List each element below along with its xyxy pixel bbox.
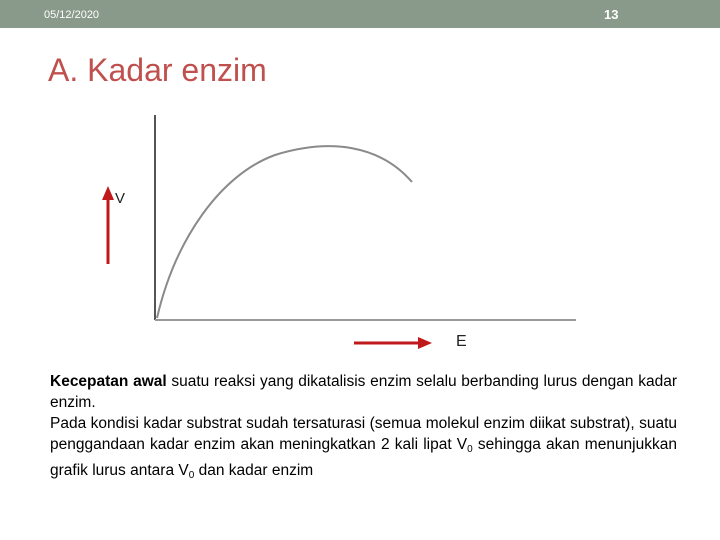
paragraph-1 xyxy=(50,371,677,413)
subscript-2: 0 xyxy=(188,470,195,481)
description xyxy=(50,371,677,486)
paragraph-1-text: suatu reaksi yang dikatalisis enzim selalu berbanding lurus dengan kadar enzim. xyxy=(50,373,677,411)
x-axis-label: E xyxy=(456,333,467,350)
y-axis-label: V xyxy=(115,190,126,207)
bold-lead: Kecepatan awal xyxy=(50,373,167,390)
x-arrow-head xyxy=(418,337,432,349)
slide-title: A. Kadar enzim xyxy=(48,52,267,88)
paragraph-2-part-2: sehingga akan menunjukkan grafik lurus antara V xyxy=(50,436,677,479)
paragraph-2-part-1: Pada kondisi kadar substrat sudah tersaturasi (semua molekul enzim diikat substrat), suatu penggandaan kadar enzim akan meningkatkan 2 kali lipat V xyxy=(50,415,677,453)
page-number: 13 xyxy=(604,7,619,22)
subscript-1: 0 xyxy=(467,444,473,455)
paragraph-2 xyxy=(50,413,677,486)
y-arrow-head xyxy=(102,186,114,200)
slide-date: 05/12/2020 xyxy=(44,9,100,21)
paragraph-2-part-3: dan kadar enzim xyxy=(194,462,314,479)
curve xyxy=(157,146,412,318)
